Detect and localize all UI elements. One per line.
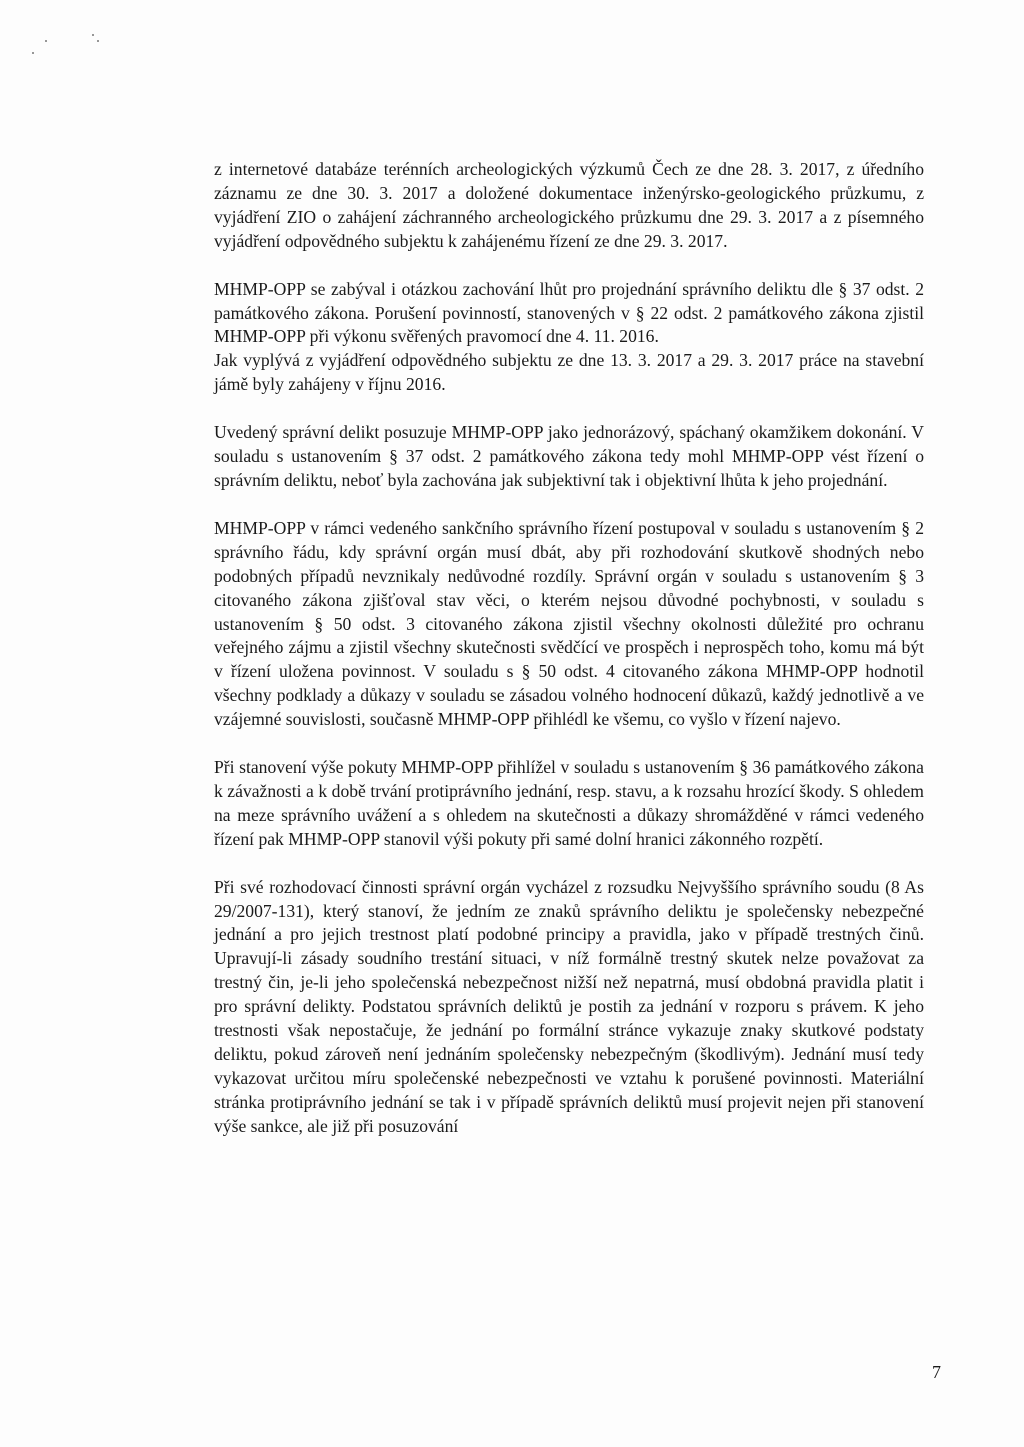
- page-number: 7: [932, 1362, 941, 1382]
- paragraph-deadlines: MHMP-OPP se zabýval i otázkou zachování lhůt pro projednání správního deliktu dle § 37 odst. 2 památkového zákona. Porušení povinností, stanovených v § 22 odst. 2 památkového zákona zjistil MHMP-OPP při výkonu svěřených pravomocí dne 4. 11. 2016.: [214, 278, 924, 347]
- paragraph-delict-assessment: Uvedený správní delikt posuzuje MHMP-OPP jako jednorázový, spáchaný okamžikem dokonání. V souladu s ustanovením § 37 odst. 2 památkového zákona tedy mohl MHMP-OPP vést řízení o správním deliktu, neboť byla zachována jak subjektivní tak i objektivní lhůta k jeho projednání.: [214, 422, 924, 490]
- paragraph-evidence-sources: z internetové databáze terénních archeologických výzkumů Čech ze dne 28. 3. 2017, z úředního záznamu ze dne 30. 3. 2017 a doložené dokumentace inženýrsko-geologického průzkumu, z vyjádření ZIO o zahájení záchranného archeologického průzkumu dne 29. 3. 2017 a z písemného vyjádření odpovědného subjektu k zahájenému řízení ze dne 29. 3. 2017.: [214, 159, 924, 251]
- scan-speck: [45, 40, 47, 42]
- body-text: [214, 158, 924, 1163]
- paragraph-court-ruling: Při své rozhodovací činnosti správní orgán vycházel z rozsudku Nejvyššího správního soudu (8 As 29/2007-131), který stanoví, že jedním ze znaků správního deliktu je společensky nebezpečné jednání a pro jejich trestnost platí podobné principy a pravidla, jako v případě trestných činů. Upravují-li zásady soudního trestání situaci, v níž formálně trestný skutek nelze považovat za trestný čin, je-li jeho společenská nebezpečnost nižší než nepatrná, musí obdobná pravidla platit i pro správní delikty. Podstatou správních deliktů je postih za jednání v rozporu s právem. K jeho trestnosti však nepostačuje, že jednání po formální stránce vykazuje znaky skutkové podstaty deliktu, pokud zároveň není jednáním společensky nebezpečným (škodlivým). Jednání musí tedy vykazovat určitou míru společenské nebezpečnosti ve vztahu k porušené povinnosti. Materiální stránka protiprávního jednání se tak i v případě správních deliktů musí projevit nejen při stanovení výše sankce, ale již při posuzování: [214, 876, 924, 1136]
- paragraph-works-start: Jak vyplývá z vyjádření odpovědného subjektu ze dne 13. 3. 2017 a 29. 3. 2017 práce na stavební jámě byly zahájeny v říjnu 2016.: [214, 350, 924, 395]
- paragraph-procedure: MHMP-OPP v rámci vedeného sankčního správního řízení postupoval v souladu s ustanovením § 2 správního řádu, kdy správní orgán musí dbát, aby při rozhodování skutkově shodných nebo podobných případů nevznikaly nedůvodné rozdíly. Správní orgán v souladu s ustanovením § 3 citovaného zákona zjišťoval stav věci, o kterém nejsou důvodné pochybnosti, v souladu s ustanovením § 50 odst. 3 citovaného zákona zjistil všechny okolnosti důležité pro ochranu veřejného zájmu a zjistil všechny skutečnosti svědčící ve prospěch i neprospěch toho, komu má být v řízení uložena povinnost. V souladu s § 50 odst. 4 citovaného zákona MHMP-OPP hodnotil všechny podklady a důkazy v souladu se zásadou volného hodnocení důkazů, každý jednotlivě a ve vzájemné souvislosti, současně MHMP-OPP přihlédl ke všemu, co vyšlo v řízení najevo.: [214, 517, 924, 730]
- scan-speck: [92, 34, 94, 36]
- scan-speck: [32, 52, 34, 54]
- scan-speck: [97, 40, 99, 42]
- paragraph-fine: Při stanovení výše pokuty MHMP-OPP přihlížel v souladu s ustanovením § 36 památkového zákona k závažnosti a k době trvání protiprávního jednání, resp. stavu, a k rozsahu hrozící škody. S ohledem na meze správního uvážení a s ohledem na skutečnosti a důkazy shromážděné v rámci vedeného řízení pak MHMP-OPP stanovil výši pokuty při samé dolní hranici zákonného rozpětí.: [214, 757, 924, 849]
